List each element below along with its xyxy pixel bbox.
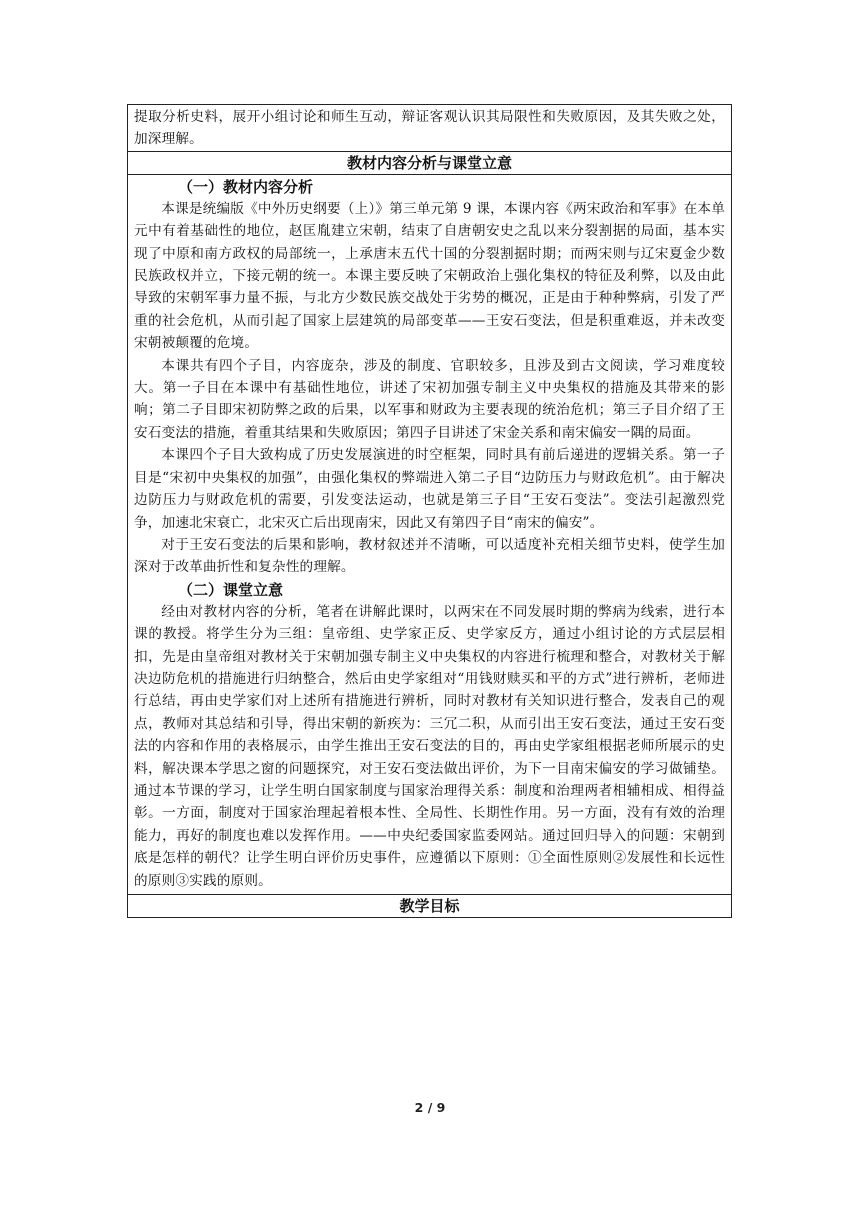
intro-text: 提取分析史料，展开小组讨论和师生互动，辩证客观认识其局限性和失败原因，及其失败之处，加深理解。	[134, 109, 725, 148]
intro-row	[128, 105, 732, 152]
analysis-paragraph: 本课共有四个子目，内容庞杂，涉及的制度、官职较多，且涉及到古文阅读，学习难度较大。第一子目在本课中有基础性地位，讲述了宋初加强专制主义中央集权的措施及其带来的影响；第二子目即宋初防弊之政的后果，以军事和财政为主要表现的统治危机；第三子目介绍了王安石变法的措施，着重其结果和失败原因；第四子目讲述了宋金关系和南宋偏安一隅的局面。	[134, 357, 725, 441]
section-title-analysis: 教材内容分析与课堂立意	[128, 151, 732, 174]
analysis-content-cell	[128, 174, 732, 894]
analysis-content-row	[128, 174, 732, 894]
page-number: 2 / 9	[414, 1100, 446, 1115]
intent-paragraph: 经由对教材内容的分析，笔者在讲解此课时，以两宋在不同发展时期的弊病为线索，进行本课的教授。将学生分为三组：皇帝组、史学家正反、史学家反方，通过小组讨论的方式层层相扣，先是由皇帝组对教材关于宋朝加强专制主义中央集权的内容进行梳理和整合，对教材关于解决边防危机的措施进行归纳整合，然后由史学家组对“用钱财赎买和平的方式”进行辨析，老师进行总结，再由史学家们对上述所有措施进行辨析，同时对教材有关知识进行整合，发表自己的观点，教师对其总结和引导，得出宋朝的新疾为：三冗二积，从而引出王安石变法，通过王安石变法的内容和作用的表格展示，由学生推出王安石变法的目的，再由史学家组根据老师所展示的史料，解决课本学思之窗的问题探究，对王安石变法做出评价，为下一目南宋偏安的学习做铺垫。通过本节课的学习，让学生明白国家制度与国家治理得关系：制度和治理两者相辅相成、相得益彰。一方面，制度对于国家治理起着根本性、全局性、长期性作用。另一方面，没有有效的治理能力，再好的制度也难以发挥作用。——中央纪委国家监委网站。通过回归导入的问题：宋朝到底是怎样的朝代？让学生明白评价历史事件，应遵循以下原则：①全面性原则②发展性和长远性的原则③实践的原则。	[134, 603, 725, 889]
analysis-paragraph: 对于王安石变法的后果和影响，教材叙述并不清晰，可以适度补充相关细节史料，使学生加深对于改革曲折性和复杂性的理解。	[134, 536, 725, 576]
subsection-title-content-analysis: （一）教材内容分析	[178, 177, 314, 196]
intro-cell	[128, 105, 732, 152]
analysis-paragraph: 本课是统编版《中外历史纲要（上）》第三单元第 9 课，本课内容《两宋政治和军事》在本单元中有着基础性的地位，赵匡胤建立宋朝，结束了自唐朝安史之乱以来分裂割据的局面，基本实现了中原和南方政权的局部统一，上承唐末五代十国的分裂割据时期；而两宋则与辽宋夏金少数民族政权并立，下接元朝的统一。本课主要反映了宋朝政治上强化集权的特征及利弊，以及由此导致的宋朝军事力量不振，与北方少数民族交战处于劣势的概况，正是由于种种弊病，引发了严重的社会危机，从而引起了国家上层建筑的局部变革——王安石变法，但是积重难返，并未改变宋朝被颠覆的危境。	[134, 200, 725, 352]
section-title-goals: 教学目标	[128, 895, 732, 918]
lesson-plan-table	[127, 104, 732, 918]
subsection-title-class-intent: （二）课堂立意	[178, 580, 284, 599]
analysis-paragraph: 本课四个子目大致构成了历史发展演进的时空框架，同时具有前后递进的逻辑关系。第一子目是“宋初中央集权的加强”，由强化集权的弊端进入第二子目“边防压力与财政危机”。由于解决边防压力与财政危机的需要，引发变法运动，也就是第三子目“王安石变法”。变法引起激烈党争，加速北宋衰亡，北宋灭亡后出现南宋，因此又有第四子目“南宋的偏安”。	[134, 447, 725, 531]
analysis-header-row	[128, 151, 732, 174]
goals-header-row	[128, 895, 732, 918]
